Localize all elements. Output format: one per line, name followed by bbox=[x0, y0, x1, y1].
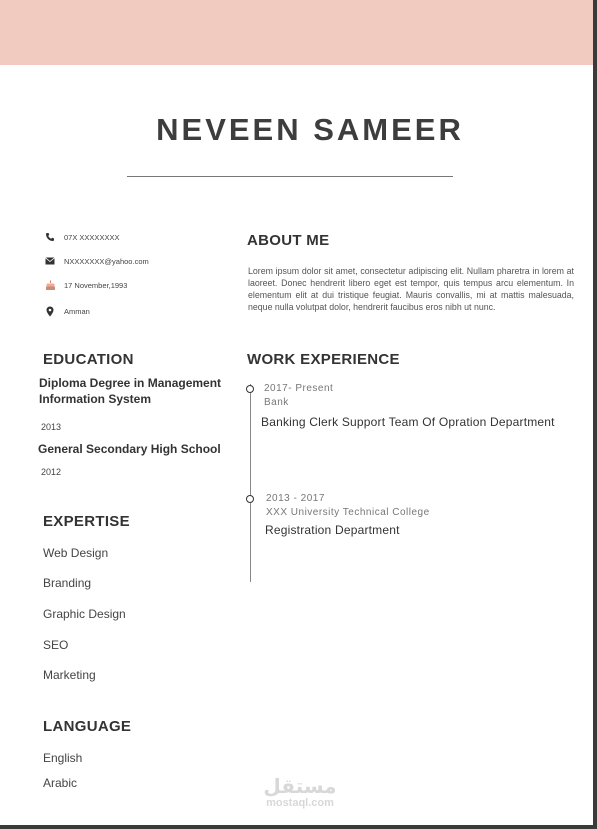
education-degree-2: General Secondary High School bbox=[38, 442, 221, 456]
work-org-2: XXX University Technical College bbox=[266, 507, 430, 518]
work-period-2: 2013 - 2017 bbox=[266, 493, 325, 504]
phone-icon bbox=[44, 231, 56, 243]
work-role-1: Banking Clerk Support Team Of Opration Department bbox=[261, 415, 555, 429]
timeline-dot bbox=[246, 385, 254, 393]
watermark-latin: mostaql.com bbox=[266, 797, 334, 809]
education-year-1: 2013 bbox=[41, 422, 62, 432]
language-title: LANGUAGE bbox=[43, 718, 132, 735]
location-pin-icon bbox=[44, 305, 56, 317]
location-text: Amman bbox=[64, 306, 90, 316]
page-border-bottom bbox=[0, 825, 597, 829]
envelope-icon bbox=[44, 255, 56, 267]
work-role-2: Registration Department bbox=[265, 523, 400, 537]
email-text: NXXXXXXX@yahoo.com bbox=[64, 256, 149, 266]
about-title: ABOUT ME bbox=[247, 232, 330, 249]
contact-location bbox=[44, 304, 90, 318]
phone-text: 07X XXXXXXXX bbox=[64, 232, 120, 242]
birthdate-text: 17 November,1993 bbox=[64, 280, 128, 290]
timeline-dot bbox=[246, 495, 254, 503]
expertise-item: Marketing bbox=[43, 668, 96, 682]
expertise-title: EXPERTISE bbox=[43, 513, 130, 530]
education-year-2: 2012 bbox=[41, 467, 62, 477]
language-item: English bbox=[43, 751, 83, 765]
education-degree-1: Diploma Degree in Management Information System bbox=[39, 376, 222, 406]
contact-phone bbox=[44, 230, 119, 244]
name-divider bbox=[127, 176, 453, 177]
cake-icon bbox=[44, 279, 56, 291]
contact-birthdate bbox=[44, 278, 127, 292]
work-period-1: 2017- Present bbox=[264, 383, 334, 394]
header-band bbox=[0, 0, 593, 65]
contact-email bbox=[44, 254, 149, 268]
watermark-logo bbox=[262, 775, 338, 809]
education-title: EDUCATION bbox=[43, 351, 134, 368]
language-item: Arabic bbox=[43, 776, 78, 790]
resume-name: NEVEEN SAMEER bbox=[156, 112, 464, 147]
about-text: Lorem ipsum dolor sit amet, consectetur adipiscing elit. Nullam pharetra in lorem at laoreet. Donec hendrerit libero eget est tempor, quis tempus arcu elementum. In elementum elit at dui tristique feugiat. Mauris convallis, mi at mattis malesuada, neque nulla volutpat dolor, hendrerit faucibus eros nibh ut nunc. bbox=[248, 266, 574, 312]
expertise-item: Graphic Design bbox=[43, 607, 126, 621]
timeline-line bbox=[250, 384, 251, 582]
expertise-item: Branding bbox=[43, 576, 92, 590]
watermark-arabic: مستقل bbox=[263, 774, 337, 798]
work-org-1: Bank bbox=[264, 397, 289, 408]
expertise-item: Web Design bbox=[43, 546, 109, 560]
expertise-item: SEO bbox=[43, 638, 69, 652]
work-title: WORK EXPERIENCE bbox=[247, 351, 400, 368]
